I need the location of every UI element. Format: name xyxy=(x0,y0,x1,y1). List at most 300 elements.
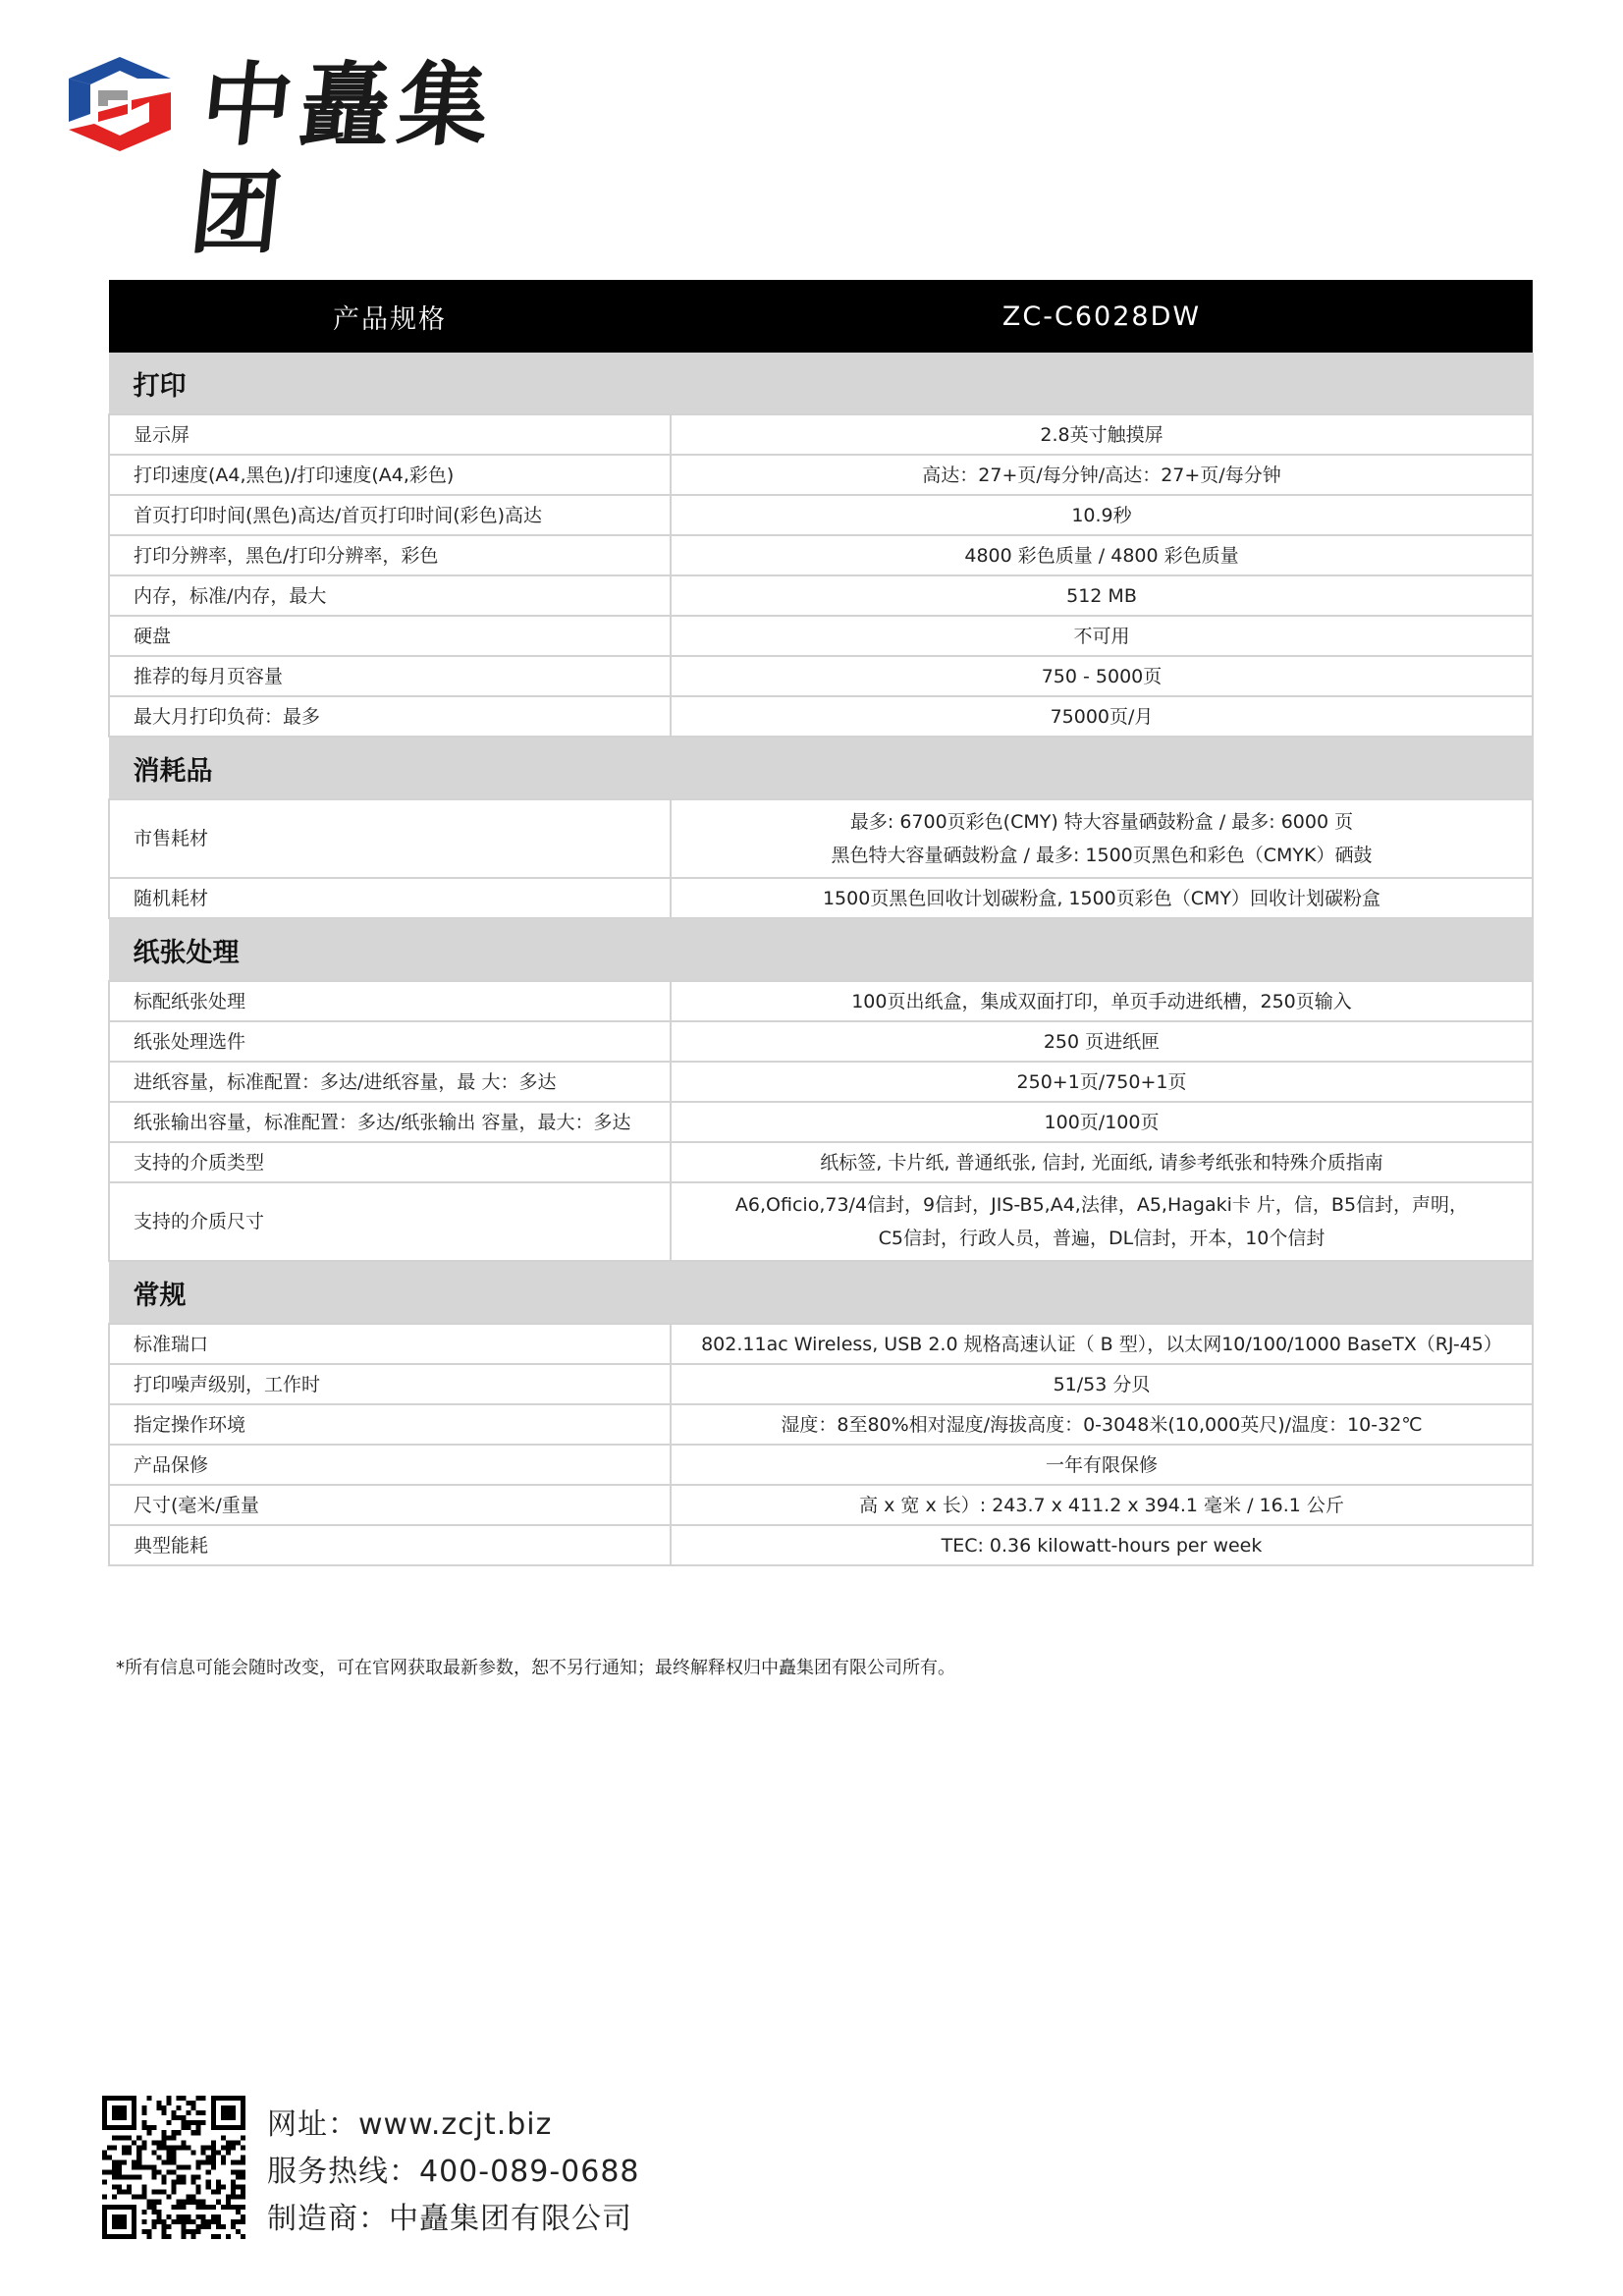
qr-module xyxy=(221,2224,226,2229)
qr-module xyxy=(166,2195,171,2200)
qr-module xyxy=(171,2159,176,2164)
qr-module xyxy=(182,2200,187,2205)
qr-module xyxy=(206,2224,211,2229)
qr-module xyxy=(206,2145,211,2150)
table-row xyxy=(109,878,1533,918)
qr-module xyxy=(156,2170,161,2175)
table-row xyxy=(109,616,1533,656)
qr-module xyxy=(112,2175,117,2180)
qr-module xyxy=(231,2219,236,2224)
qr-module xyxy=(187,2229,191,2234)
qr-module xyxy=(216,2200,221,2205)
website-text: 网址：www.zcjt.biz xyxy=(267,2107,553,2142)
qr-module xyxy=(141,2145,146,2150)
qr-module xyxy=(236,2140,241,2145)
qr-module xyxy=(201,2120,206,2125)
spec-key: 指定操作环境 xyxy=(109,1404,671,1445)
spec-key: 随机耗材 xyxy=(109,878,671,918)
spec-value-line: 750 - 5000页 xyxy=(1041,665,1163,687)
qr-module xyxy=(166,2101,171,2105)
qr-module xyxy=(171,2190,176,2195)
spec-key: 最大月打印负荷：最多 xyxy=(109,696,671,737)
qr-module xyxy=(156,2190,161,2195)
qr-module xyxy=(221,2159,226,2164)
spec-value-line: 高达：27+页/每分钟/高达：27+页/每分钟 xyxy=(922,464,1281,486)
logo-red-mid xyxy=(98,104,128,122)
spec-key: 纸张输出容量，标准配置：多达/纸张输出 容量，最大：多达 xyxy=(109,1102,671,1142)
spec-value-line: 黑色特大容量硒鼓粉盒 / 最多: 1500页黑色和彩色（CMYK）硒鼓 xyxy=(831,845,1373,866)
qr-module xyxy=(191,2105,196,2110)
spec-value-line: 最多: 6700页彩色(CMY) 特大容量硒鼓粉盒 / 最多: 6000 页 xyxy=(849,811,1354,833)
qr-module xyxy=(182,2096,187,2101)
spec-value xyxy=(671,1142,1533,1182)
qr-module xyxy=(151,2210,156,2214)
qr-module xyxy=(241,2219,245,2224)
qr-module xyxy=(132,2175,136,2180)
qr-module xyxy=(141,2229,146,2234)
qr-module xyxy=(171,2170,176,2175)
qr-module xyxy=(216,2214,221,2219)
qr-module xyxy=(206,2180,211,2185)
qr-module xyxy=(156,2200,161,2205)
qr-module xyxy=(221,2135,226,2140)
qr-module xyxy=(201,2150,206,2155)
qr-module xyxy=(156,2155,161,2159)
qr-module xyxy=(151,2219,156,2224)
maker-text: 制造商：中矗集团有限公司 xyxy=(267,2202,632,2236)
qr-module xyxy=(136,2159,141,2164)
qr-module xyxy=(151,2200,156,2205)
qr-module xyxy=(122,2135,127,2140)
qr-module xyxy=(201,2224,206,2229)
qr-module xyxy=(236,2195,241,2200)
qr-module xyxy=(177,2175,182,2180)
qr-module xyxy=(191,2101,196,2105)
qr-module xyxy=(112,2105,127,2120)
qr-module xyxy=(236,2229,241,2234)
qr-module xyxy=(112,2195,117,2200)
qr-module xyxy=(151,2170,156,2175)
spec-key: 市售耗材 xyxy=(109,799,671,878)
qr-module xyxy=(127,2150,132,2155)
spec-value-line: 10.9秒 xyxy=(1071,504,1132,526)
qr-module xyxy=(171,2219,176,2224)
qr-module xyxy=(171,2145,176,2150)
spec-value-line: 2.8英寸触摸屏 xyxy=(1040,423,1163,446)
qr-module xyxy=(146,2130,151,2135)
qr-module xyxy=(206,2159,211,2164)
qr-module xyxy=(161,2145,166,2150)
qr-module xyxy=(141,2105,146,2110)
qr-module xyxy=(191,2200,196,2205)
qr-module xyxy=(211,2164,216,2169)
qr-module xyxy=(141,2195,146,2200)
spec-value-line: TEC: 0.36 kilowatt-hours per week xyxy=(941,1534,1263,1557)
table-row xyxy=(109,1062,1533,1102)
qr-module xyxy=(171,2135,176,2140)
qr-module xyxy=(206,2170,211,2175)
qr-module xyxy=(102,2150,107,2155)
qr-module xyxy=(182,2234,187,2239)
qr-module xyxy=(236,2170,241,2175)
qr-module xyxy=(156,2214,161,2219)
table-row xyxy=(109,656,1533,696)
qr-module xyxy=(196,2125,201,2130)
spec-key: 尺寸(毫米/重量 xyxy=(109,1485,671,1525)
qr-module xyxy=(166,2096,171,2101)
qr-module xyxy=(161,2159,166,2164)
qr-module xyxy=(231,2170,236,2175)
qr-module xyxy=(141,2125,146,2130)
qr-module xyxy=(231,2205,236,2210)
qr-module xyxy=(231,2159,236,2164)
qr-module xyxy=(151,2125,156,2130)
spec-key: 标配纸张处理 xyxy=(109,981,671,1021)
qr-module xyxy=(211,2150,216,2155)
table-row xyxy=(109,495,1533,535)
qr-module xyxy=(161,2190,166,2195)
qr-module xyxy=(161,2140,166,2145)
qr-module xyxy=(136,2175,141,2180)
qr-module xyxy=(171,2110,176,2115)
qr-module xyxy=(226,2200,231,2205)
spec-value-line: 100页/100页 xyxy=(1044,1111,1160,1133)
qr-module xyxy=(201,2200,206,2205)
spec-value-line: 4800 彩色质量 / 4800 彩色质量 xyxy=(964,544,1239,567)
qr-module xyxy=(211,2219,216,2224)
qr-module xyxy=(156,2210,161,2214)
qr-module xyxy=(112,2214,127,2229)
table-row xyxy=(109,1102,1533,1142)
qr-module xyxy=(191,2175,196,2180)
qr-module xyxy=(187,2200,191,2205)
qr-module xyxy=(146,2125,151,2130)
qr-module xyxy=(136,2150,141,2155)
spec-value xyxy=(671,1525,1533,1565)
qr-module xyxy=(127,2145,132,2150)
qr-module xyxy=(161,2110,166,2115)
brand-logo xyxy=(69,51,579,266)
qr-module xyxy=(211,2205,216,2210)
qr-module xyxy=(201,2219,206,2224)
qr-module xyxy=(226,2140,231,2145)
section-header xyxy=(109,353,1533,414)
section-header xyxy=(109,918,1533,981)
qr-module xyxy=(171,2185,176,2190)
qr-module xyxy=(221,2185,226,2190)
qr-module xyxy=(182,2125,187,2130)
qr-module xyxy=(221,2105,236,2120)
qr-module xyxy=(132,2195,136,2200)
qr-module xyxy=(117,2164,122,2169)
qr-module xyxy=(122,2150,127,2155)
spec-key: 支持的介质类型 xyxy=(109,1142,671,1182)
qr-module xyxy=(231,2195,236,2200)
qr-module xyxy=(177,2145,182,2150)
qr-module xyxy=(182,2164,187,2169)
qr-module xyxy=(117,2170,122,2175)
qr-module xyxy=(231,2224,236,2229)
qr-module xyxy=(161,2105,166,2110)
qr-module xyxy=(236,2210,241,2214)
qr-module xyxy=(141,2110,146,2115)
spec-value-line: 高 x 宽 x 长）: 243.7 x 411.2 x 394.1 毫米 / 16.1 公斤 xyxy=(859,1494,1344,1516)
qr-module xyxy=(226,2234,231,2239)
qr-module xyxy=(221,2205,226,2210)
qr-module xyxy=(166,2145,171,2150)
qr-module xyxy=(146,2200,151,2205)
qr-module xyxy=(166,2224,171,2229)
spec-table xyxy=(108,280,1534,1566)
table-row xyxy=(109,1142,1533,1182)
qr-module xyxy=(102,2195,107,2200)
qr-module xyxy=(196,2200,201,2205)
qr-module xyxy=(201,2214,206,2219)
qr-module xyxy=(191,2130,196,2135)
spec-value-line: 湿度：8至80%相对湿度/海拔高度：0-3048米(10,000英尺)/温度：10-32℃ xyxy=(781,1413,1423,1436)
qr-module xyxy=(226,2205,231,2210)
qr-module xyxy=(117,2159,122,2164)
qr-module xyxy=(216,2219,221,2224)
qr-module xyxy=(127,2190,132,2195)
qr-module xyxy=(231,2190,236,2195)
qr-module xyxy=(187,2145,191,2150)
spec-value xyxy=(671,414,1533,455)
qr-module xyxy=(166,2150,171,2155)
spec-value xyxy=(671,878,1533,918)
qr-module xyxy=(127,2175,132,2180)
qr-module xyxy=(151,2140,156,2145)
qr-module xyxy=(156,2140,161,2145)
spec-value-line: C5信封，行政人员，普遍，DL信封，开本，10个信封 xyxy=(878,1228,1325,1249)
qr-module xyxy=(122,2190,127,2195)
qr-module xyxy=(182,2145,187,2150)
qr-module xyxy=(196,2096,201,2101)
qr-module xyxy=(136,2145,141,2150)
spec-value xyxy=(671,455,1533,495)
qr-module xyxy=(177,2214,182,2219)
section-header xyxy=(109,1261,1533,1324)
qr-module xyxy=(182,2115,187,2120)
qr-module xyxy=(182,2175,187,2180)
table-row xyxy=(109,1525,1533,1565)
spec-key: 支持的介质尺寸 xyxy=(109,1182,671,1261)
qr-module xyxy=(112,2170,117,2175)
qr-module xyxy=(241,2205,245,2210)
qr-module xyxy=(182,2120,187,2125)
qr-module xyxy=(166,2214,171,2219)
qr-module xyxy=(151,2224,156,2229)
spec-value xyxy=(671,1182,1533,1261)
logo-gray-mid xyxy=(98,90,128,106)
qr-module xyxy=(241,2214,245,2219)
qr-module xyxy=(177,2180,182,2185)
qr-module xyxy=(182,2180,187,2185)
brand-mark-icon xyxy=(69,57,171,151)
qr-module xyxy=(141,2120,146,2125)
qr-module xyxy=(206,2219,211,2224)
header-label: 产品规格 xyxy=(109,280,671,353)
qr-module xyxy=(236,2175,241,2180)
qr-module xyxy=(187,2120,191,2125)
qr-module xyxy=(241,2195,245,2200)
qr-module xyxy=(146,2205,151,2210)
spec-value xyxy=(671,1324,1533,1364)
qr-module xyxy=(141,2185,146,2190)
spec-value xyxy=(671,981,1533,1021)
qr-module xyxy=(241,2190,245,2195)
qr-module xyxy=(166,2120,171,2125)
qr-module xyxy=(107,2145,112,2150)
qr-module xyxy=(161,2180,166,2185)
qr-module xyxy=(102,2170,107,2175)
qr-module xyxy=(211,2140,216,2145)
qr-module xyxy=(182,2219,187,2224)
qr-module xyxy=(211,2190,216,2195)
spec-value xyxy=(671,535,1533,575)
spec-value-line: 512 MB xyxy=(1066,584,1137,607)
qr-module xyxy=(177,2096,182,2101)
qr-module xyxy=(191,2150,196,2155)
qr-module xyxy=(112,2185,117,2190)
spec-value-line: 不可用 xyxy=(1073,625,1130,647)
qr-module xyxy=(191,2120,196,2125)
spec-value-line: 250 页进纸匣 xyxy=(1043,1030,1161,1053)
qr-module xyxy=(236,2205,241,2210)
qr-module xyxy=(182,2205,187,2210)
qr-module xyxy=(166,2159,171,2164)
spec-value xyxy=(671,1445,1533,1485)
qr-module xyxy=(141,2190,146,2195)
qr-module xyxy=(112,2135,117,2140)
qr-module xyxy=(166,2155,171,2159)
qr-module xyxy=(206,2185,211,2190)
spec-key: 纸张处理选件 xyxy=(109,1021,671,1062)
qr-module xyxy=(151,2190,156,2195)
qr-module xyxy=(216,2190,221,2195)
spec-value xyxy=(671,1485,1533,1525)
spec-value xyxy=(671,656,1533,696)
qr-module xyxy=(182,2229,187,2234)
qr-module xyxy=(161,2175,166,2180)
section-title: 常规 xyxy=(109,1261,1533,1324)
qr-module xyxy=(132,2159,136,2164)
qr-module xyxy=(221,2155,226,2159)
qr-module xyxy=(216,2234,221,2239)
qr-module xyxy=(231,2180,236,2185)
qr-module xyxy=(236,2185,241,2190)
qr-module xyxy=(171,2130,176,2135)
qr-module xyxy=(132,2164,136,2169)
qr-module xyxy=(177,2219,182,2224)
qr-module xyxy=(127,2135,132,2140)
qr-module xyxy=(171,2205,176,2210)
qr-module xyxy=(196,2190,201,2195)
spec-value xyxy=(671,575,1533,616)
qr-module xyxy=(156,2219,161,2224)
qr-module xyxy=(161,2219,166,2224)
qr-module xyxy=(187,2125,191,2130)
qr-module xyxy=(177,2105,182,2110)
qr-module xyxy=(177,2205,182,2210)
qr-module xyxy=(221,2145,226,2150)
qr-module xyxy=(196,2205,201,2210)
qr-module xyxy=(241,2185,245,2190)
qr-module xyxy=(191,2234,196,2239)
spec-key: 显示屏 xyxy=(109,414,671,455)
qr-module xyxy=(102,2180,107,2185)
qr-module xyxy=(182,2140,187,2145)
qr-module xyxy=(196,2185,201,2190)
qr-module xyxy=(191,2195,196,2200)
spec-key: 典型能耗 xyxy=(109,1525,671,1565)
qr-module xyxy=(166,2234,171,2239)
spec-value xyxy=(671,1404,1533,1445)
section-header xyxy=(109,737,1533,799)
qr-module xyxy=(127,2185,132,2190)
hotline-text: 服务热线：400-089-0688 xyxy=(267,2155,640,2189)
qr-module xyxy=(182,2224,187,2229)
qr-module xyxy=(231,2140,236,2145)
qr-module xyxy=(177,2200,182,2205)
qr-module xyxy=(216,2224,221,2229)
spec-value xyxy=(671,616,1533,656)
qr-module xyxy=(241,2159,245,2164)
spec-value-line: 100页出纸盒，集成双面打印，单页手动进纸槽，250页输入 xyxy=(851,990,1352,1012)
qr-module xyxy=(196,2164,201,2169)
qr-module xyxy=(211,2145,216,2150)
spec-value-line: 一年有限保修 xyxy=(1045,1453,1158,1476)
qr-module xyxy=(201,2096,206,2101)
qr-module xyxy=(122,2159,127,2164)
qr-module xyxy=(226,2195,231,2200)
qr-module xyxy=(241,2135,245,2140)
qr-module xyxy=(231,2145,236,2150)
qr-module xyxy=(201,2159,206,2164)
section-title: 纸张处理 xyxy=(109,918,1533,981)
table-row xyxy=(109,696,1533,737)
qr-module xyxy=(112,2159,117,2164)
qr-module xyxy=(216,2180,221,2185)
qr-code-icon xyxy=(102,2096,245,2239)
qr-module xyxy=(211,2234,216,2239)
table-row xyxy=(109,455,1533,495)
qr-module xyxy=(191,2219,196,2224)
qr-module xyxy=(107,2170,112,2175)
qr-module xyxy=(151,2164,156,2169)
qr-module xyxy=(156,2145,161,2150)
qr-module xyxy=(187,2110,191,2115)
qr-module xyxy=(117,2185,122,2190)
qr-module xyxy=(196,2110,201,2115)
qr-module xyxy=(182,2214,187,2219)
contact-block xyxy=(267,2102,640,2243)
qr-module xyxy=(196,2175,201,2180)
qr-module xyxy=(136,2135,141,2140)
qr-module xyxy=(196,2229,201,2234)
spec-value-line: 75000页/月 xyxy=(1050,705,1154,728)
table-row xyxy=(109,1364,1533,1404)
qr-module xyxy=(216,2150,221,2155)
qr-module xyxy=(141,2164,146,2169)
qr-module xyxy=(241,2175,245,2180)
qr-module xyxy=(241,2234,245,2239)
footnote: *所有信息可能会随时改变，可在官网获取最新参数，恕不另行通知；最终解释权归中矗集团有限公司所有。 xyxy=(116,1658,955,1678)
qr-module xyxy=(141,2140,146,2145)
qr-module xyxy=(211,2214,216,2219)
spec-value xyxy=(671,1021,1533,1062)
header-model: ZC-C6028DW xyxy=(671,280,1533,353)
